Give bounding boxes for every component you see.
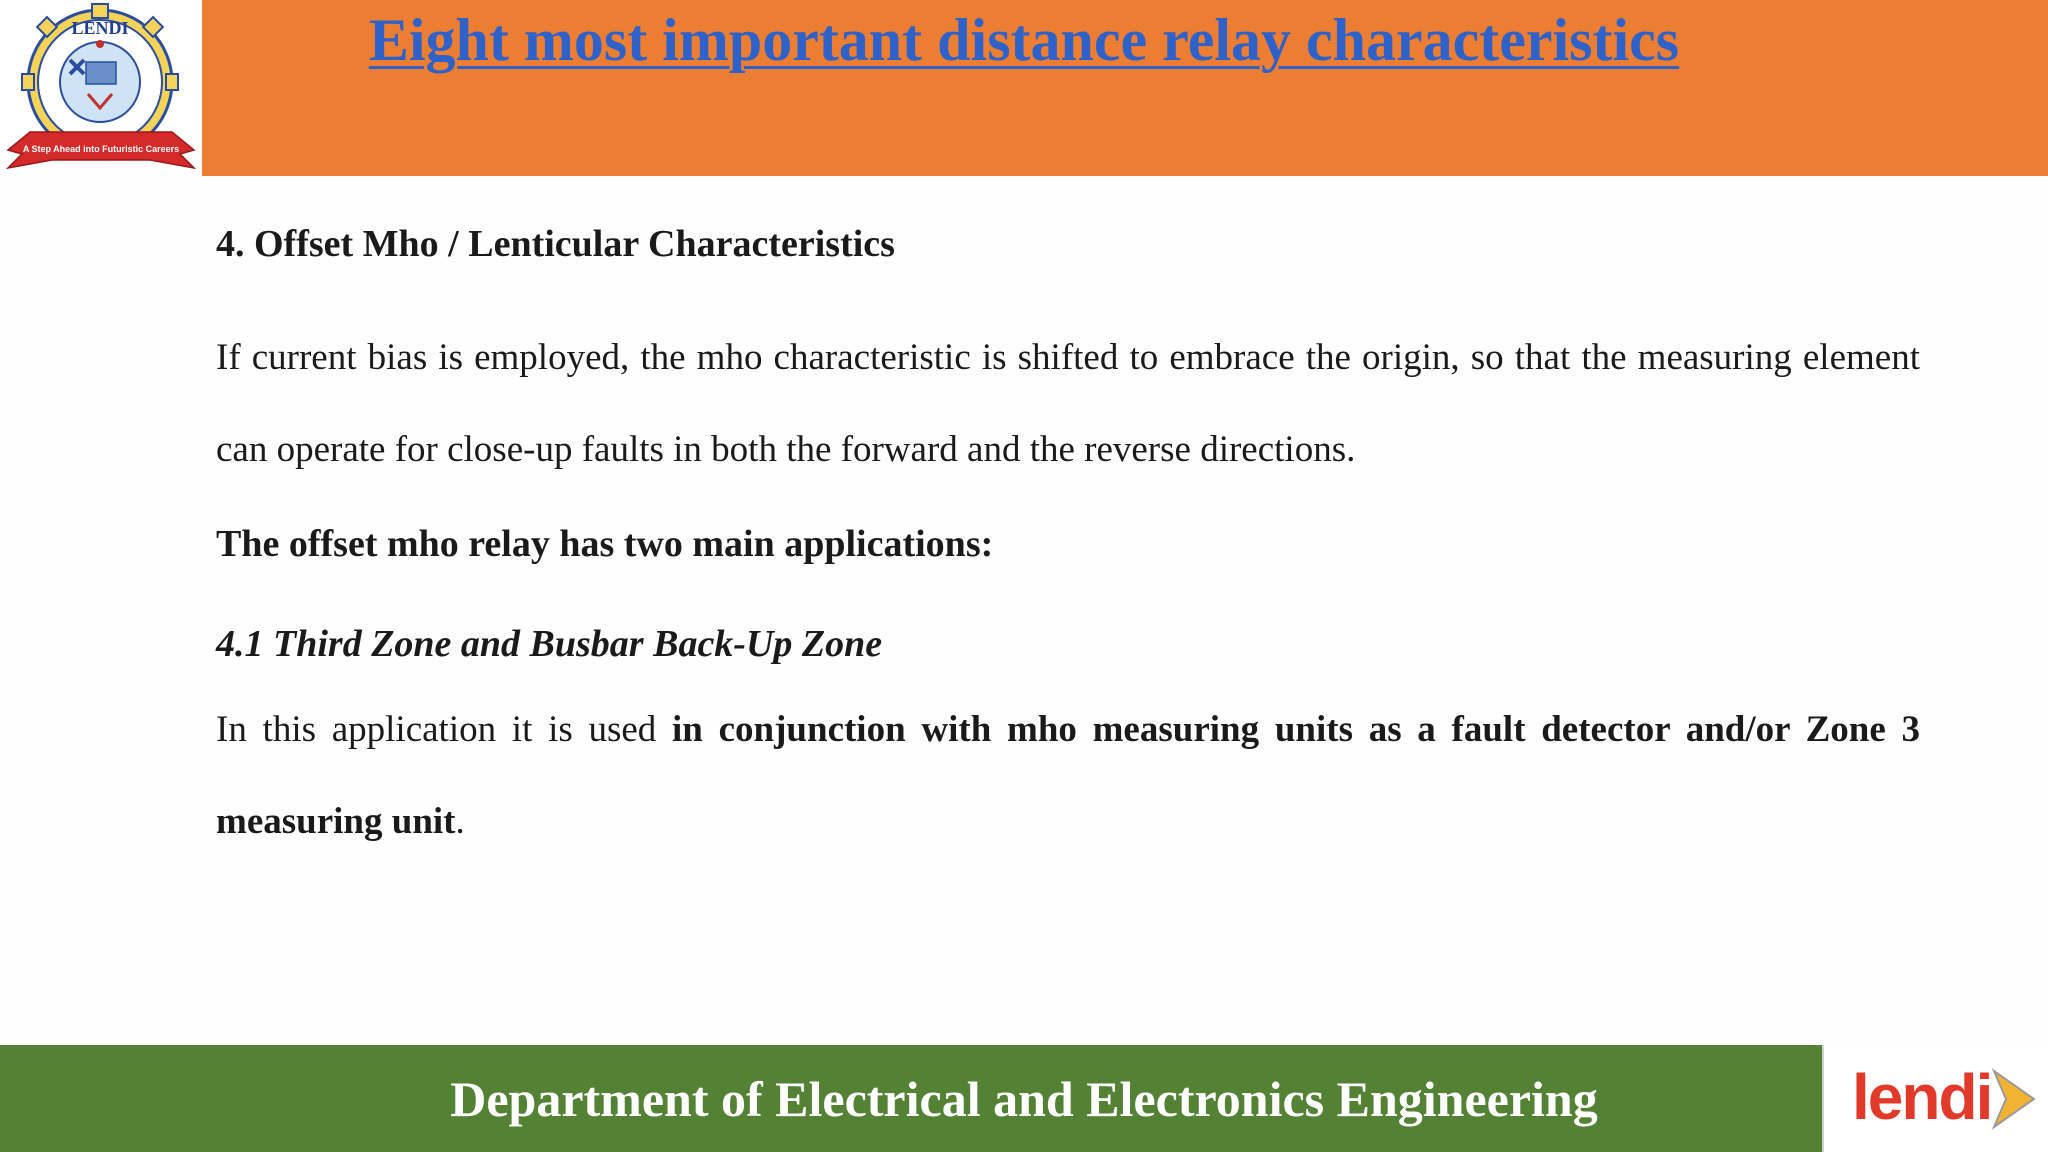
chevron-right-icon	[1990, 1067, 2042, 1131]
slide-title: Eight most important distance relay characteristics	[368, 7, 1680, 73]
lendi-brand-logo	[1822, 1045, 2048, 1152]
institute-logo	[0, 0, 202, 176]
paragraph-application	[216, 684, 1920, 868]
section-heading: 4. Offset Mho / Lenticular Characteristics	[216, 223, 895, 265]
paragraph-application-end: .	[455, 801, 465, 842]
department-name: Department of Electrical and Electronics Engineering	[450, 1071, 1598, 1127]
paragraph-current-bias: If current bias is employed, the mho characteristic is shifted to embrace the origin, so that the measuring element can operate for close-up faults in both the forward and the reverse directions.	[216, 337, 1920, 470]
paragraph-application-start: In this application it is used	[216, 709, 673, 750]
svg-text:LENDI: LENDI	[71, 18, 129, 38]
paragraph-application-bold: in conjunction with mho measuring units as a fault detector and/or Zone 3 measuring unit	[216, 709, 1920, 842]
lendi-brand-text: lendi	[1852, 1061, 1992, 1133]
applications-heading: The offset mho relay has two main applications:	[216, 523, 994, 565]
svg-text:A Step Ahead into Futuristic C: A Step Ahead into Futuristic Careers	[22, 144, 180, 154]
subsection-heading: 4.1 Third Zone and Busbar Back-Up Zone	[216, 623, 883, 665]
slide-header	[0, 0, 2048, 176]
